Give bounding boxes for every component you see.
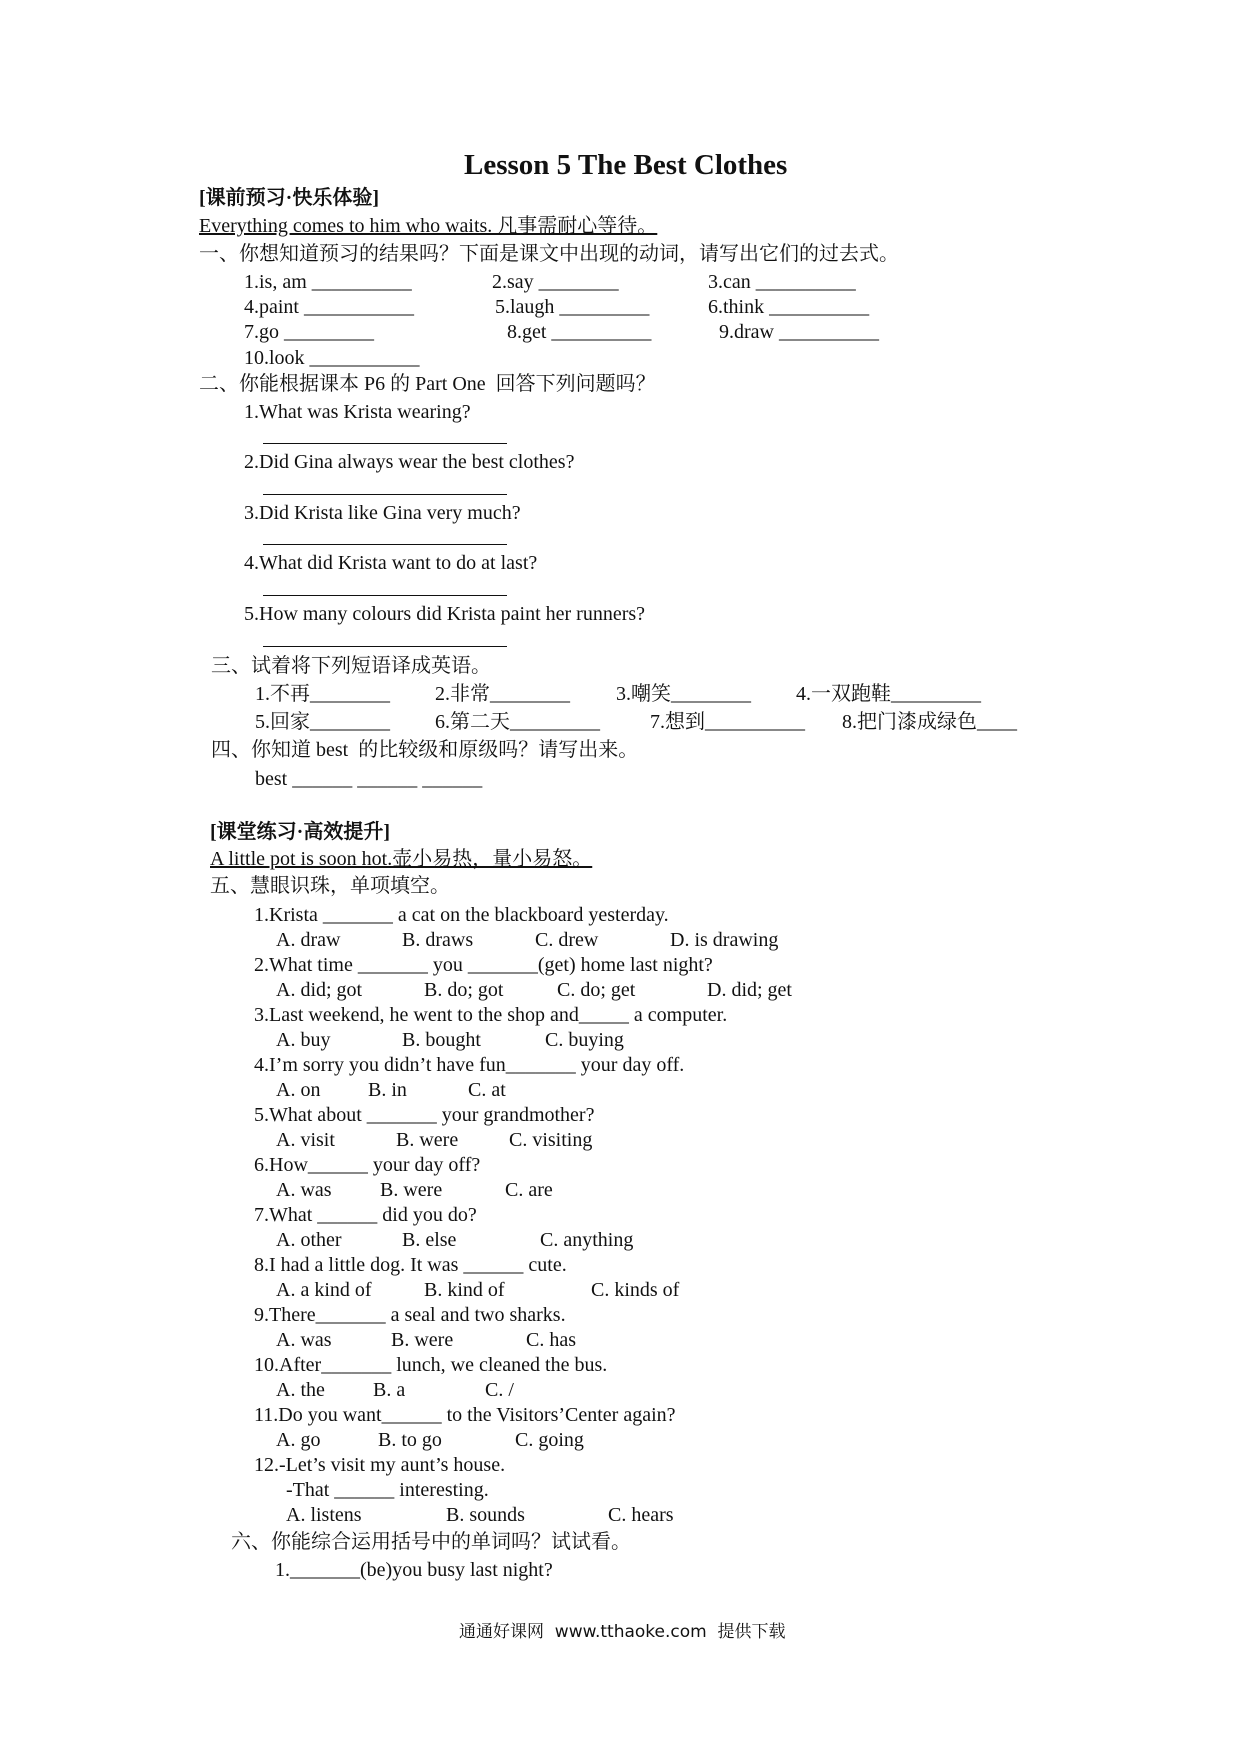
part3-item: 7.想到__________ xyxy=(650,711,805,733)
part3-instruction: 三、试着将下列短语译成英语。 xyxy=(211,655,491,677)
part2-question: 2.Did Gina always wear the best clothes? xyxy=(244,451,575,473)
mcq-option[interactable]: A. go xyxy=(276,1429,321,1451)
mcq-option[interactable]: A. was xyxy=(276,1179,332,1201)
mcq-option[interactable]: C. hears xyxy=(608,1504,674,1526)
mcq-option[interactable]: B. sounds xyxy=(446,1504,525,1526)
answer-line[interactable] xyxy=(263,443,507,444)
mcq-option[interactable]: A. did; got xyxy=(276,979,363,1001)
mcq-option[interactable]: B. were xyxy=(380,1179,443,1201)
part1-item: 4.paint ___________ xyxy=(244,296,414,318)
mcq-option[interactable]: C. anything xyxy=(540,1229,634,1251)
mcq-option[interactable]: B. were xyxy=(391,1329,454,1351)
part1-item: 1.is, am __________ xyxy=(244,271,412,293)
part2-question: 4.What did Krista want to do at last? xyxy=(244,552,538,574)
mcq-option[interactable]: A. a kind of xyxy=(276,1279,372,1301)
mcq-question-reply: -That ______ interesting. xyxy=(286,1479,489,1501)
part2-question: 1.What was Krista wearing? xyxy=(244,401,471,423)
part2-question: 5.How many colours did Krista paint her runners? xyxy=(244,603,646,625)
part4-line: best ______ ______ ______ xyxy=(255,768,483,790)
mcq-option[interactable]: B. were xyxy=(396,1129,459,1151)
part2-question: 3.Did Krista like Gina very much? xyxy=(244,502,521,524)
mcq-option[interactable]: C. going xyxy=(515,1429,584,1451)
part3-item: 1.不再________ xyxy=(255,683,390,705)
part6-item: 1._______(be)you busy last night? xyxy=(275,1559,553,1581)
mcq-option[interactable]: B. in xyxy=(368,1079,407,1101)
mcq-question: 9.There_______ a seal and two sharks. xyxy=(254,1304,566,1326)
part3-item: 5.回家________ xyxy=(255,711,390,733)
motto-preview: Everything comes to him who waits. 凡事需耐心等待。 xyxy=(199,215,658,237)
mcq-option[interactable]: C. visiting xyxy=(509,1129,593,1151)
page-title: Lesson 5 The Best Clothes xyxy=(464,149,788,181)
part1-instruction: 一、你想知道预习的结果吗？下面是课文中出现的动词，请写出它们的过去式。 xyxy=(199,243,899,265)
mcq-option[interactable]: A. buy xyxy=(276,1029,331,1051)
mcq-option[interactable]: A. other xyxy=(276,1229,342,1251)
part1-item: 5.laugh _________ xyxy=(495,296,650,318)
mcq-option[interactable]: A. listens xyxy=(286,1504,362,1526)
answer-line[interactable] xyxy=(263,646,507,647)
answer-line[interactable] xyxy=(263,494,507,495)
mcq-option[interactable]: B. bought xyxy=(402,1029,481,1051)
page-footer: 通通好课网 www.tthaoke.com 提供下载 xyxy=(459,1622,786,1642)
part1-item: 7.go _________ xyxy=(244,321,374,343)
part2-instruction: 二、你能根据课本 P6 的 Part One 回答下列问题吗？ xyxy=(199,373,656,395)
part3-item: 6.第二天_________ xyxy=(435,711,600,733)
mcq-question: 7.What ______ did you do? xyxy=(254,1204,477,1226)
mcq-option[interactable]: A. the xyxy=(276,1379,325,1401)
part3-item: 2.非常________ xyxy=(435,683,570,705)
part3-item: 4.一双跑鞋_________ xyxy=(796,683,981,705)
mcq-question: 5.What about _______ your grandmother? xyxy=(254,1104,595,1126)
mcq-option[interactable]: D. did; get xyxy=(707,979,792,1001)
part1-item: 2.say ________ xyxy=(492,271,619,293)
mcq-option[interactable]: A. on xyxy=(276,1079,321,1101)
mcq-option[interactable]: C. do; get xyxy=(557,979,636,1001)
mcq-question: 10.After_______ lunch, we cleaned the bus. xyxy=(254,1354,608,1376)
mcq-option[interactable]: C. has xyxy=(526,1329,576,1351)
mcq-option[interactable]: C. at xyxy=(468,1079,506,1101)
mcq-option[interactable]: A. was xyxy=(276,1329,332,1351)
mcq-question: 11.Do you want______ to the Visitors’Center again? xyxy=(254,1404,676,1426)
mcq-option[interactable]: C. drew xyxy=(535,929,599,951)
part5-instruction: 五、慧眼识珠，单项填空。 xyxy=(210,875,450,897)
part1-item: 6.think __________ xyxy=(708,296,870,318)
answer-line[interactable] xyxy=(263,595,507,596)
part1-item: 3.can __________ xyxy=(708,271,856,293)
mcq-question: 2.What time _______ you _______(get) home last night? xyxy=(254,954,713,976)
motto-practice: A little pot is soon hot.壶小易热，量小易怒。 xyxy=(210,848,593,870)
mcq-question: 8.I had a little dog. It was ______ cute. xyxy=(254,1254,567,1276)
mcq-option[interactable]: C. are xyxy=(505,1179,553,1201)
answer-line[interactable] xyxy=(263,544,507,545)
mcq-option[interactable]: B. kind of xyxy=(424,1279,505,1301)
mcq-option[interactable]: C. kinds of xyxy=(591,1279,680,1301)
mcq-option[interactable]: B. do; got xyxy=(424,979,504,1001)
part1-item: 10.look ___________ xyxy=(244,347,420,369)
section-heading-practice: [课堂练习·高效提升] xyxy=(210,821,390,843)
mcq-option[interactable]: B. else xyxy=(402,1229,457,1251)
mcq-option[interactable]: B. to go xyxy=(378,1429,442,1451)
mcq-question: 12.-Let’s visit my aunt’s house. xyxy=(254,1454,506,1476)
mcq-question: 1.Krista _______ a cat on the blackboard yesterday. xyxy=(254,904,669,926)
part3-item: 8.把门漆成绿色____ xyxy=(842,711,1017,733)
mcq-option[interactable]: A. draw xyxy=(276,929,341,951)
mcq-option[interactable]: B. a xyxy=(373,1379,406,1401)
mcq-question: 6.How______ your day off? xyxy=(254,1154,481,1176)
section-heading-preview: [课前预习·快乐体验] xyxy=(199,187,379,209)
mcq-option[interactable]: C. / xyxy=(485,1379,514,1401)
mcq-option[interactable]: C. buying xyxy=(545,1029,624,1051)
mcq-option[interactable]: B. draws xyxy=(402,929,474,951)
mcq-option[interactable]: D. is drawing xyxy=(670,929,779,951)
part1-item: 9.draw __________ xyxy=(719,321,879,343)
part4-instruction: 四、你知道 best 的比较级和原级吗？请写出来。 xyxy=(211,739,639,761)
mcq-question: 3.Last weekend, he went to the shop and_____ a computer. xyxy=(254,1004,728,1026)
mcq-option[interactable]: A. visit xyxy=(276,1129,335,1151)
part3-item: 3.嘲笑________ xyxy=(616,683,751,705)
part6-instruction: 六、你能综合运用括号中的单词吗？试试看。 xyxy=(231,1531,631,1553)
part1-item: 8.get __________ xyxy=(507,321,652,343)
mcq-question: 4.I’m sorry you didn’t have fun_______ your day off. xyxy=(254,1054,685,1076)
